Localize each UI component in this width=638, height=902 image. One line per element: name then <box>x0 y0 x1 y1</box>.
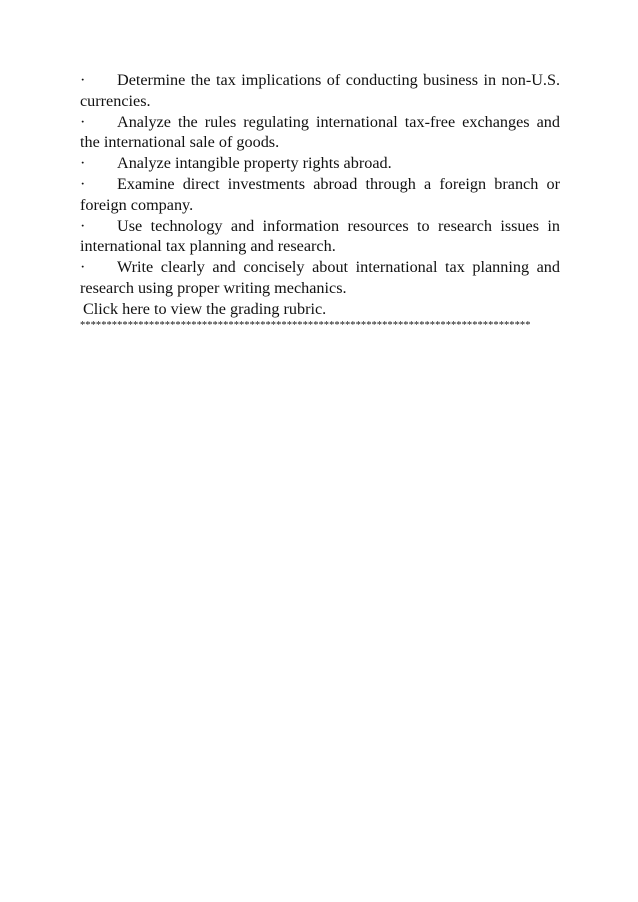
objective-text: Examine direct investments abroad through a foreign branch or foreign company. <box>80 174 560 214</box>
document-page <box>80 70 560 332</box>
objective-item <box>80 257 560 299</box>
objective-text: Determine the tax implications of conducting business in non-U.S. currencies. <box>80 71 560 110</box>
separator-line: ************************************************************************************* <box>80 319 531 331</box>
bullet-marker: · <box>80 258 86 277</box>
objectives-list <box>80 70 560 299</box>
bullet-marker: · <box>80 174 86 193</box>
objective-text: Analyze the rules regulating international tax-free exchanges and the international sale of goods. <box>80 112 560 152</box>
objective-item <box>80 153 560 174</box>
bullet-marker: · <box>80 71 86 89</box>
objective-item <box>80 174 560 216</box>
bullet-marker: · <box>80 112 86 131</box>
objective-text: Write clearly and concisely about international tax planning and research using proper writing mechanics. <box>80 258 560 297</box>
objective-item <box>80 216 560 258</box>
objective-item <box>80 112 560 154</box>
bullet-marker: · <box>80 216 86 235</box>
bullet-marker: · <box>80 154 86 173</box>
rubric-link[interactable]: Click here to view the grading rubric. <box>83 299 327 318</box>
objective-text: Analyze intangible property rights abroad. <box>117 154 392 173</box>
objective-item <box>80 70 560 112</box>
objective-text: Use technology and information resources to research issues in international tax planning and research. <box>80 216 560 256</box>
